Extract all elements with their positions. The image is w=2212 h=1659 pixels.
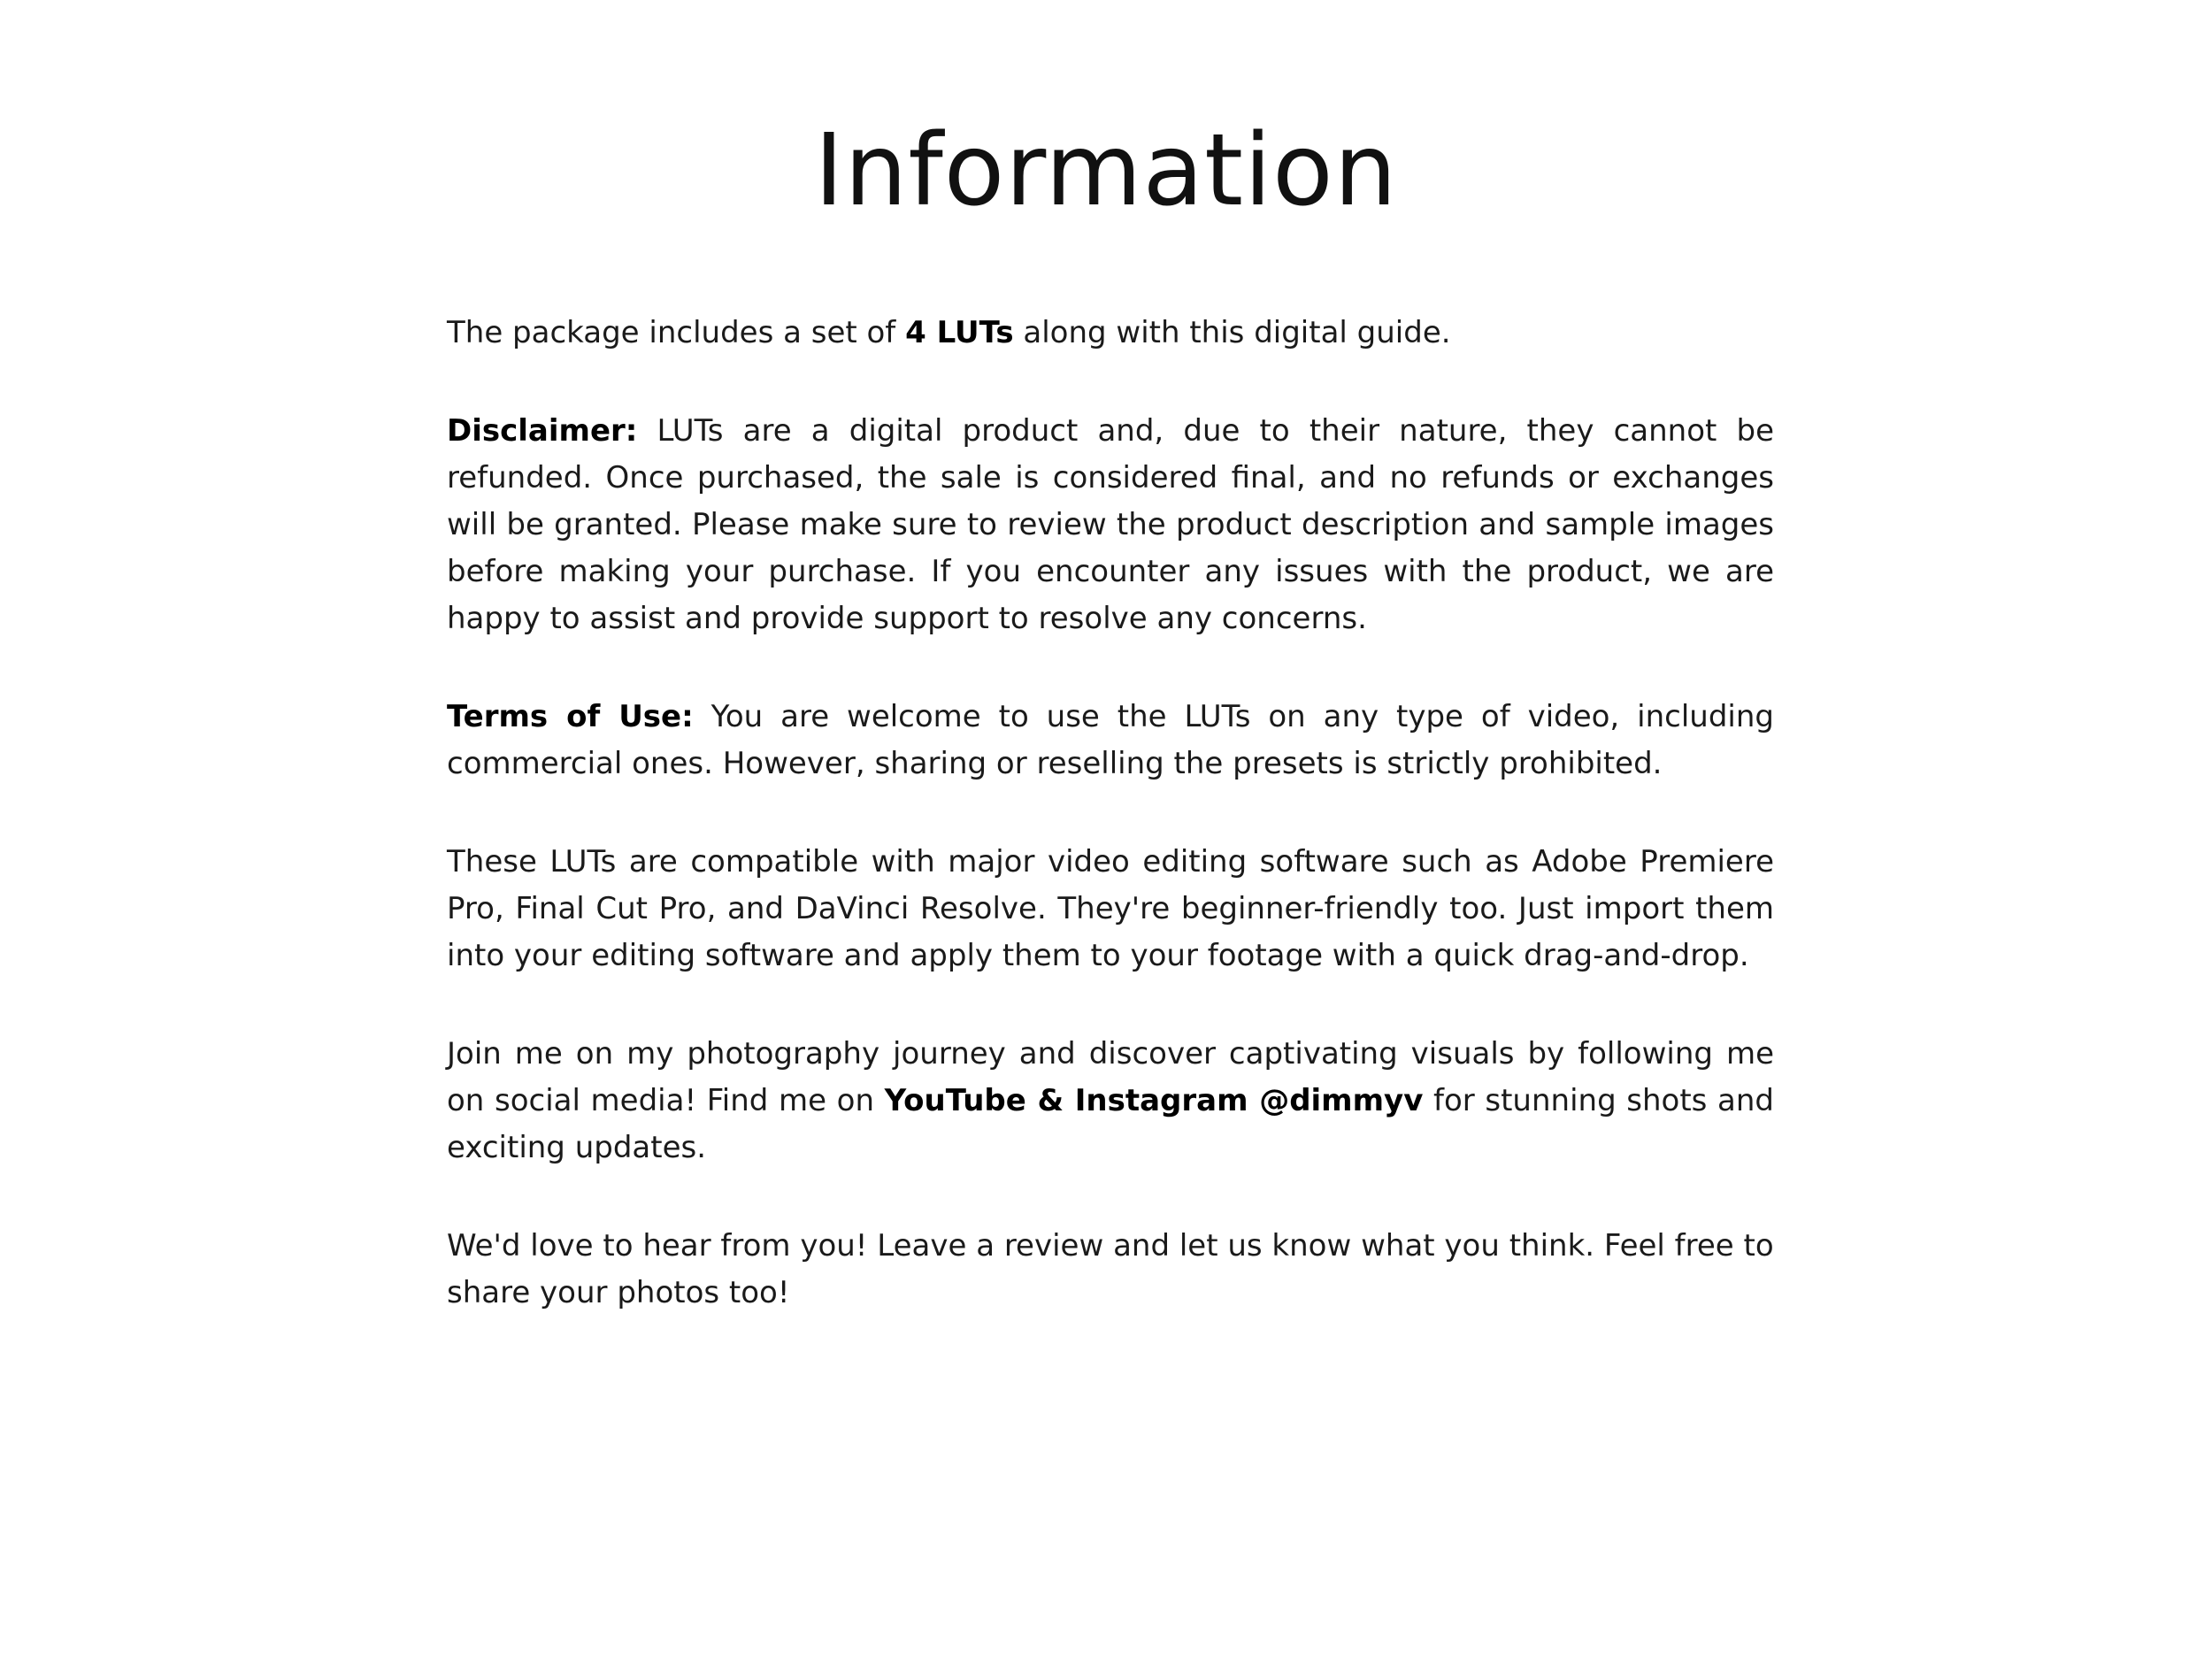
- compatibility-paragraph: These LUTs are compatible with major video editing software such as Adobe Premiere Pro, Final Cut Pro, and DaVinci Resolve. They're beginner-friendly too. Just import them into your editing software and apply them to your footage with a quick drag-and-drop.: [447, 844, 1774, 973]
- social-text-start: Join me on my photography journey and discover captivating visuals by following me on social media! Find me on: [447, 1036, 1774, 1118]
- package-text-start: The package includes a set of: [447, 315, 906, 350]
- document-body: [447, 310, 1774, 1368]
- terms-label: Terms of Use:: [447, 699, 694, 734]
- social-handle: YouTube & Instagram @dimmyv: [884, 1083, 1424, 1118]
- terms-paragraph: [447, 694, 1774, 787]
- page-title: Information: [814, 113, 1398, 228]
- lut-count: 4 LUTs: [905, 315, 1014, 350]
- package-paragraph: [447, 310, 1774, 357]
- review-paragraph: We'd love to hear from you! Leave a review and let us know what you think. Feel free to share your photos too!: [447, 1228, 1774, 1310]
- disclaimer-paragraph: [447, 408, 1774, 642]
- terms-text: You are welcome to use the LUTs on any type of video, including commercial ones. However, sharing or reselling the presets is strictly prohibited.: [447, 699, 1774, 781]
- disclaimer-text: LUTs are a digital product and, due to their nature, they cannot be refunded. Once purchased, the sale is considered final, and no refunds or exchanges will be granted. Please make sure to review the product description and sample images before making your purchase. If you encounter any issues with the product, we are happy to assist and provide support to resolve any concerns.: [447, 413, 1774, 636]
- package-text-end: along with this digital guide.: [1013, 315, 1451, 350]
- social-paragraph: [447, 1031, 1774, 1171]
- social-text-end: for stunning shots and exciting updates.: [447, 1083, 1774, 1165]
- disclaimer-label: Disclaimer:: [447, 413, 638, 449]
